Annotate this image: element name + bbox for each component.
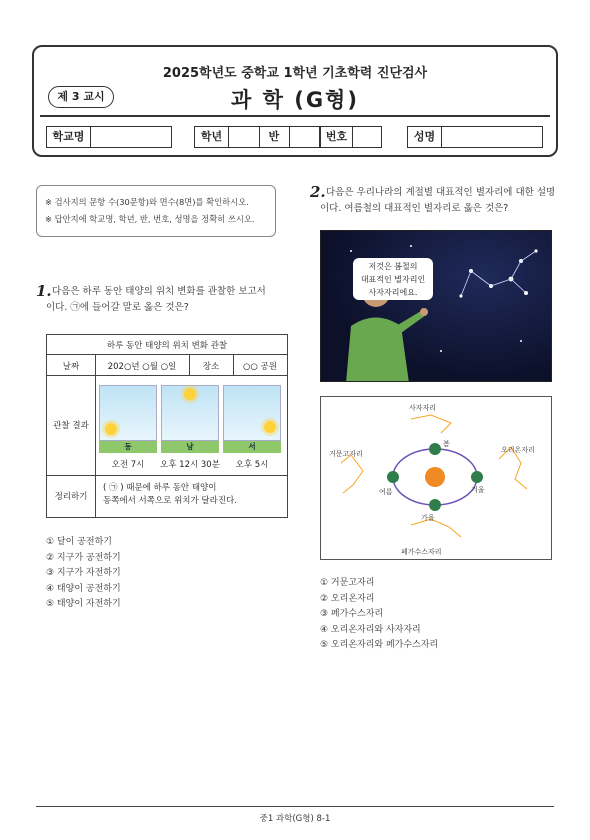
- label-summer: 여름: [379, 488, 393, 496]
- grade-label: 학년: [195, 127, 229, 147]
- question-1-number: 1.: [36, 282, 52, 300]
- label-winter: 겨울: [471, 486, 485, 494]
- choice-3[interactable]: ③ 페가수스자리: [320, 609, 384, 619]
- place-value: ○○ 공원: [243, 362, 277, 372]
- label-pegasus: 페가수스자리: [401, 548, 442, 556]
- name-label: 성명: [408, 127, 442, 147]
- time-morning: 오전 7시: [111, 460, 145, 470]
- choice-4[interactable]: ④ 태양이 공전하기: [46, 583, 121, 594]
- page-footer: 중1 과학(G형) 8-1: [259, 814, 331, 824]
- date-label: 날짜: [62, 362, 80, 372]
- date-value: 202○년 ○월 ○일: [107, 362, 177, 372]
- question-1-text: [52, 284, 266, 300]
- sun-icon: [105, 423, 117, 435]
- summary-line: 동쪽에서 서쪽으로 위치가 달라진다.: [103, 496, 237, 506]
- notice-line: ※ 검사지의 문항 수(30문항)와 면수(8면)를 확인하시오.: [45, 197, 249, 207]
- exam-title: 2025학년도 중학교 1학년 기초학력 진단검사: [162, 66, 428, 81]
- choice-1[interactable]: ① 달이 공전하기: [46, 537, 112, 547]
- label-autumn: 가을: [421, 514, 435, 522]
- question-2-number: 2.: [310, 183, 326, 201]
- grade-class-number-field[interactable]: [194, 126, 320, 148]
- question-2-text-cont: 이다. 여름철의 대표적인 별자리로 옳은 것은?: [320, 203, 509, 214]
- earth-icon: [429, 443, 441, 455]
- bubble-line: 저것은 봄철의: [368, 262, 418, 271]
- student-number-field[interactable]: [320, 126, 382, 148]
- direction-south: 남: [161, 441, 219, 453]
- notice-line: ※ 답안지에 학교명, 학년, 반, 번호, 성명을 정확히 쓰시오.: [45, 214, 255, 224]
- subject-title: 과 학 (G형): [231, 88, 359, 112]
- orbit-diagram: [321, 397, 553, 561]
- label-spring: 봄: [443, 440, 450, 448]
- label-leo: 사자자리: [409, 404, 437, 412]
- summary-text: [103, 482, 283, 508]
- choice-2[interactable]: ② 지구가 공전하기: [46, 552, 121, 563]
- time-noon: 오후 12시 30분: [160, 460, 220, 470]
- choice-3[interactable]: ③ 지구가 자전하기: [46, 568, 121, 578]
- season-constellation-diagram: [320, 396, 552, 560]
- earth-icon: [471, 471, 483, 483]
- place-label: 장소: [202, 362, 220, 372]
- number-label: 번호: [321, 127, 353, 147]
- speech-bubble: [353, 258, 433, 300]
- sun-icon: [425, 467, 445, 487]
- question-2-text: 다음은 우리나라의 계절별 대표적인 별자리에 대한 설명: [326, 187, 556, 198]
- question-text-line: 다음은 하루 동안 태양의 위치 변화를 관찰한 보고서: [52, 286, 266, 297]
- bubble-line: 사자자리에요.: [368, 288, 418, 297]
- sun-icon: [264, 421, 276, 433]
- choice-5[interactable]: ⑤ 오리온자리와 페가수스자리: [320, 640, 439, 650]
- direction-east: 동: [99, 441, 157, 453]
- result-label: 관찰 결과: [53, 421, 89, 431]
- label-orion: 오리온자리: [501, 446, 535, 454]
- direction-west: 서: [223, 441, 281, 453]
- header-divider: [40, 115, 550, 117]
- period-badge: 제 3 교시: [48, 86, 114, 108]
- choice-4[interactable]: ④ 오리온자리와 사자자리: [320, 624, 421, 635]
- sky-panel-evening: [223, 385, 281, 441]
- choice-1[interactable]: ① 거문고자리: [320, 578, 375, 588]
- choice-2[interactable]: ② 오리온자리: [320, 593, 375, 604]
- summary-line: ( ㉠ ) 때문에 하루 동안 태양이: [103, 483, 217, 493]
- summary-label: 정리하기: [54, 492, 88, 502]
- question-2-choices: [320, 576, 438, 654]
- school-name-label: 학교명: [47, 127, 91, 147]
- class-label: 반: [260, 127, 290, 147]
- question-1-choices: [46, 535, 121, 613]
- footer-divider: [36, 806, 554, 807]
- night-sky-photo: [320, 230, 552, 382]
- table-title: 하루 동안 태양의 위치 변화 관찰: [106, 341, 228, 351]
- earth-icon: [387, 471, 399, 483]
- bubble-line: 대표적인 별자리인: [360, 275, 426, 284]
- student-name-field[interactable]: [407, 126, 543, 148]
- school-name-field[interactable]: [46, 126, 172, 148]
- choice-5[interactable]: ⑤ 태양이 자전하기: [46, 599, 121, 609]
- notice-box: [36, 185, 276, 237]
- earth-icon: [429, 499, 441, 511]
- time-evening: 오후 5시: [235, 460, 269, 470]
- label-lyra: 거문고자리: [329, 450, 363, 458]
- sun-icon: [184, 388, 196, 400]
- question-1-text-cont: 이다. ㉠에 들어갈 말로 옳은 것은?: [46, 302, 189, 313]
- constellation-illustration: [321, 231, 552, 382]
